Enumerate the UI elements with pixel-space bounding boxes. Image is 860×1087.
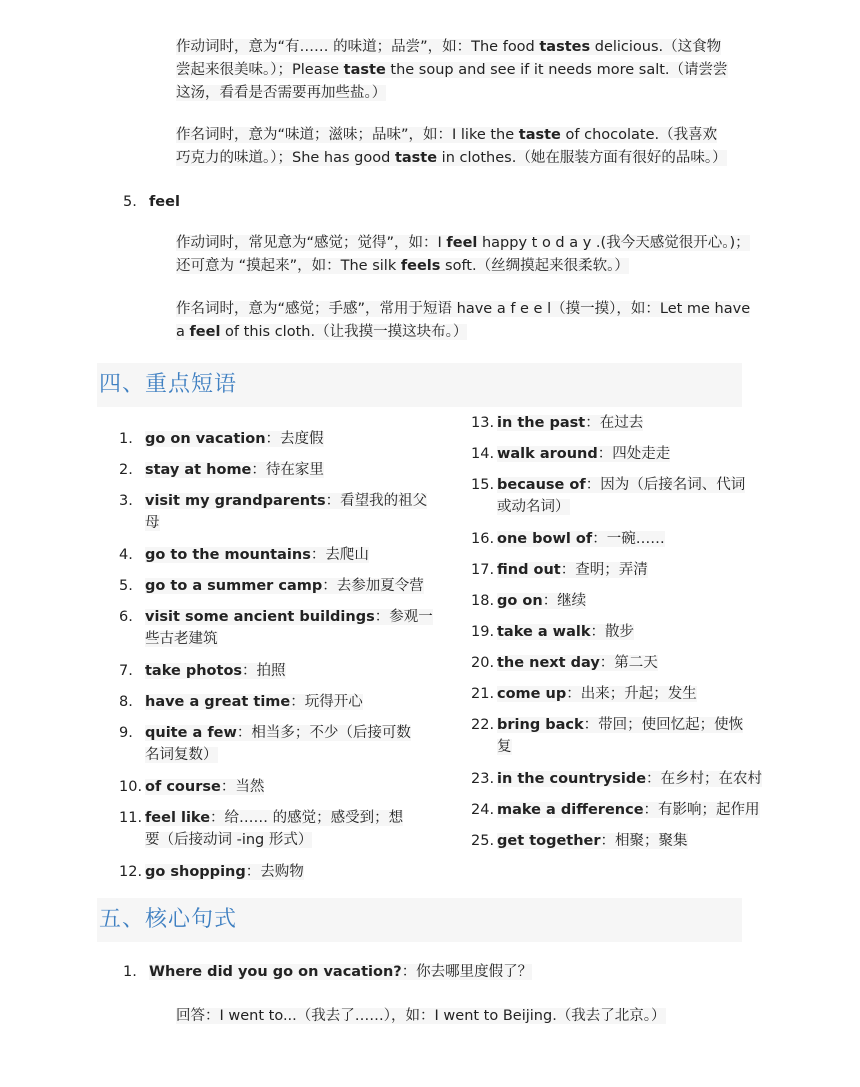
phrase-translation: ：相聚；聚集 xyxy=(600,833,688,849)
item-number: 21. xyxy=(471,686,495,702)
text: 这汤，看看是否需要再加些盐。） xyxy=(176,85,387,101)
item-number: 15. xyxy=(471,477,495,493)
phrase-translation: ：拍照 xyxy=(242,663,286,679)
phrase-translation-continued: 复 xyxy=(497,739,512,755)
phrase-item xyxy=(119,722,411,766)
phrase-item xyxy=(471,621,634,643)
item-number: 17. xyxy=(471,562,495,578)
phrase-translation: ：给…… 的感觉；感受到；想 xyxy=(210,810,404,826)
item-number: 7. xyxy=(119,663,133,679)
item-number: 22. xyxy=(471,717,495,733)
phrase-text: take a walk xyxy=(497,624,591,640)
phrase-translation-continued: 要（后接动词 -ing 形式） xyxy=(145,832,313,848)
phrase-item xyxy=(471,683,697,705)
feel-verb-paragraph xyxy=(176,232,750,278)
text: 巧克力的味道。）；She has good xyxy=(176,150,395,166)
item-number: 8. xyxy=(119,694,133,710)
phrase-item xyxy=(119,861,304,883)
phrase-translation: ：相当多；不少（后接可数 xyxy=(236,725,411,741)
phrase-translation-continued: 些古老建筑 xyxy=(145,631,218,647)
phrase-item xyxy=(119,691,363,713)
bold-word: feel xyxy=(189,324,221,340)
phrase-text: in the past xyxy=(497,415,586,431)
phrase-item xyxy=(119,428,324,450)
text: delicious.（这食物 xyxy=(590,39,722,55)
phrase-text: because of xyxy=(497,477,586,493)
phrase-text: one bowl of xyxy=(497,531,593,547)
item-number: 13. xyxy=(471,415,495,431)
phrase-item xyxy=(471,559,648,581)
text: 还可意为 “摸起来”，如：The silk xyxy=(176,258,401,274)
text: soft.（丝绸摸起来很柔软。） xyxy=(440,258,629,274)
phrase-translation: ：玩得开心 xyxy=(290,694,363,710)
sentence-translation: ：你去哪里度假了？ xyxy=(401,964,533,980)
phrase-translation: ：散步 xyxy=(590,624,634,640)
answer-paragraph xyxy=(176,1005,666,1028)
phrase-text: go on xyxy=(497,593,543,609)
phrase-translation-continued: 母 xyxy=(145,515,160,531)
phrase-text: of course xyxy=(145,779,221,795)
phrase-text: go to a summer camp xyxy=(145,578,323,594)
bold-word: tastes xyxy=(539,39,591,55)
text: of chocolate.（我喜欢 xyxy=(560,127,718,143)
phrase-text: come up xyxy=(497,686,567,702)
phrase-text: find out xyxy=(497,562,561,578)
phrase-item xyxy=(119,544,369,566)
phrase-item xyxy=(471,652,658,674)
vocab-word: feel xyxy=(149,194,180,210)
bold-word: taste xyxy=(518,127,561,143)
item-number: 6. xyxy=(119,609,133,625)
phrase-item xyxy=(119,490,427,534)
feel-noun-paragraph xyxy=(176,298,750,344)
item-number: 24. xyxy=(471,802,495,818)
phrase-translation: ：带回；使回忆起；使恢 xyxy=(583,717,744,733)
bold-word: taste xyxy=(394,150,438,166)
taste-verb-paragraph xyxy=(176,36,728,105)
vocab-item-feel xyxy=(123,191,180,213)
item-number: 12. xyxy=(119,864,143,880)
phrase-text: quite a few xyxy=(145,725,237,741)
phrase-text: visit some ancient buildings xyxy=(145,609,375,625)
item-number: 3. xyxy=(119,493,133,509)
phrase-item xyxy=(471,590,586,612)
phrase-translation: ：因为（后接名词、代词 xyxy=(585,477,746,493)
item-number: 25. xyxy=(471,833,495,849)
sentence-pattern: Where did you go on vacation? xyxy=(149,964,402,980)
phrase-text: walk around xyxy=(497,446,598,462)
phrase-translation: ：去购物 xyxy=(245,864,304,880)
item-number: 1. xyxy=(119,431,133,447)
sentence-item xyxy=(123,961,532,983)
phrase-text: in the countryside xyxy=(497,771,647,787)
phrase-item xyxy=(471,768,762,790)
text: 作名词时，意为“感觉；手感”，常用于短语 have a f e e l（摸一摸），如：Let me have xyxy=(176,301,751,317)
phrase-translation: ：有影响；起作用 xyxy=(643,802,760,818)
item-number: 19. xyxy=(471,624,495,640)
phrase-item xyxy=(471,528,665,550)
phrase-translation-continued: 或动名词） xyxy=(497,499,570,515)
phrase-text: visit my grandparents xyxy=(145,493,326,509)
phrase-item xyxy=(471,830,688,852)
phrase-item xyxy=(471,799,760,821)
item-number: 23. xyxy=(471,771,495,787)
phrase-item xyxy=(471,714,743,758)
phrase-item xyxy=(119,807,403,851)
phrase-item xyxy=(119,575,424,597)
phrase-translation: ：在过去 xyxy=(585,415,644,431)
text: a xyxy=(176,324,190,340)
item-number: 16. xyxy=(471,531,495,547)
bold-word: feel xyxy=(446,235,478,251)
text: 作名词时，意为“味道；滋味；品味”，如：I like the xyxy=(176,127,519,143)
phrase-translation: ：参观一 xyxy=(374,609,433,625)
phrase-translation: ：一碗…… xyxy=(592,531,665,547)
phrase-text: make a difference xyxy=(497,802,644,818)
phrase-text: go shopping xyxy=(145,864,246,880)
phrase-text: take photos xyxy=(145,663,243,679)
text: the soup and see if it needs more salt.（请尝尝 xyxy=(385,62,728,78)
phrase-item xyxy=(471,412,643,434)
section-heading-core-sentences: 五、核心句式 xyxy=(99,907,238,932)
item-number: 14. xyxy=(471,446,495,462)
phrase-item xyxy=(119,776,264,798)
taste-noun-paragraph xyxy=(176,124,727,170)
phrase-translation: ：当然 xyxy=(220,779,265,795)
item-number: 4. xyxy=(119,547,133,563)
phrase-translation: ：去参加夏令营 xyxy=(322,578,424,594)
phrase-text: get together xyxy=(497,833,601,849)
phrase-text: the next day xyxy=(497,655,600,671)
text: 作动词时，常见意为“感觉；觉得”，如：I xyxy=(176,235,447,251)
section-heading-key-phrases: 四、重点短语 xyxy=(99,372,238,397)
phrase-text: stay at home xyxy=(145,462,252,478)
item-number: 1. xyxy=(123,964,137,980)
phrase-translation: ：去爬山 xyxy=(310,547,369,563)
phrase-item xyxy=(471,474,745,518)
item-number: 9. xyxy=(119,725,133,741)
phrase-text: go on vacation xyxy=(145,431,266,447)
phrase-translation: ：第二天 xyxy=(599,655,658,671)
item-number: 20. xyxy=(471,655,495,671)
item-number: 5. xyxy=(119,578,133,594)
phrase-item xyxy=(119,459,324,481)
phrase-translation: ：继续 xyxy=(542,593,587,609)
item-number: 10. xyxy=(119,779,143,795)
phrase-text: bring back xyxy=(497,717,584,733)
phrase-item xyxy=(471,443,670,465)
text: in clothes.（她在服装方面有很好的品味。） xyxy=(437,150,727,166)
phrase-item xyxy=(119,606,433,650)
item-number: 18. xyxy=(471,593,495,609)
item-number: 5. xyxy=(123,194,137,210)
text: 回答：I went to...（我去了……），如：I went to Beijing.（我去了北京。） xyxy=(176,1008,666,1024)
phrase-translation: ：看望我的祖父 xyxy=(325,493,428,509)
phrase-item xyxy=(119,660,286,682)
phrase-text: feel like xyxy=(145,810,211,826)
phrase-translation: ：四处走走 xyxy=(597,446,671,462)
bold-word: feels xyxy=(400,258,441,274)
bold-word: taste xyxy=(343,62,386,78)
phrase-translation: ：待在家里 xyxy=(251,462,324,478)
phrase-translation: ：去度假 xyxy=(265,431,324,447)
text: happy t o d a y .(我今天感觉很开心。)； xyxy=(477,235,750,251)
phrase-translation: ：在乡村；在农村 xyxy=(646,771,763,787)
text: of this cloth.（让我摸一摸这块布。） xyxy=(220,324,468,340)
phrase-translation: ：出来；升起；发生 xyxy=(566,686,697,702)
phrase-translation-continued: 名词复数） xyxy=(145,747,218,763)
text: 作动词时，意为“有…… 的味道；品尝”，如：The food xyxy=(176,39,540,55)
phrase-translation: ：查明；弄清 xyxy=(560,562,648,578)
phrase-text: have a great time xyxy=(145,694,291,710)
item-number: 11. xyxy=(119,810,143,826)
text: 尝起来很美味。）；Please xyxy=(176,62,344,78)
phrase-text: go to the mountains xyxy=(145,547,311,563)
item-number: 2. xyxy=(119,462,133,478)
